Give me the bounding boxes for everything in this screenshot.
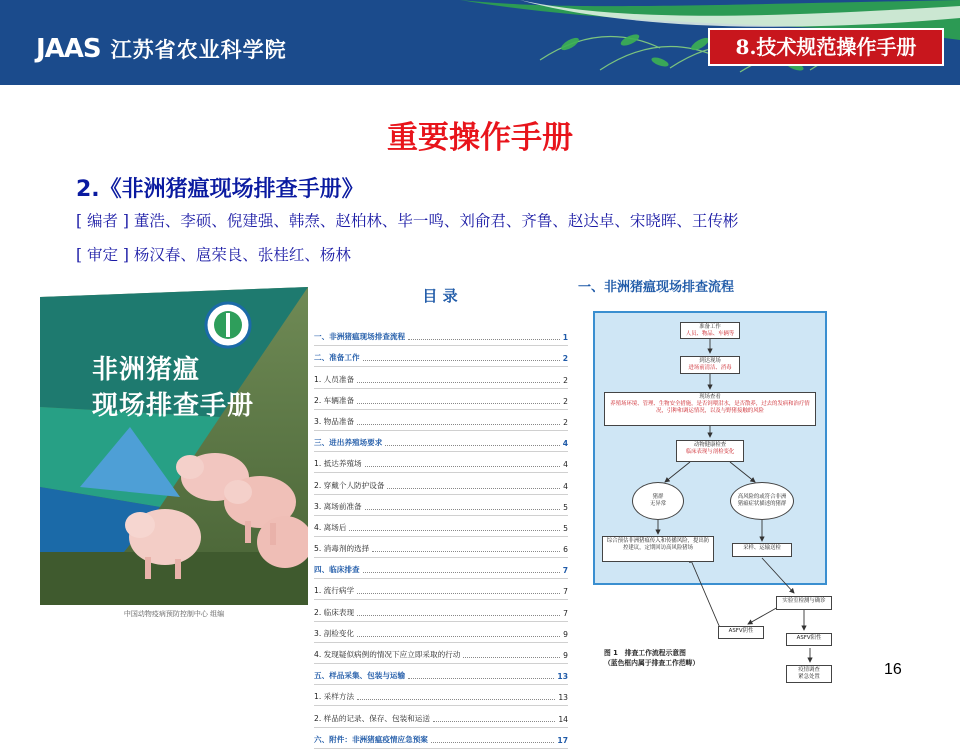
toc-entry-label: 2. 样品的记录、保存、包装和运送	[314, 713, 430, 723]
toc-entry-label: 二、准备工作	[314, 353, 360, 363]
step-preparation	[680, 322, 740, 339]
result-positive	[786, 633, 832, 646]
toc-leader-dots	[408, 339, 560, 340]
toc-row	[314, 579, 568, 600]
step-arrive-title: 到达现场	[699, 358, 721, 364]
toc-entry-page: 7	[562, 566, 568, 576]
toc-entry-page: 4	[562, 439, 568, 449]
toc-row	[314, 367, 568, 388]
toc-leader-dots	[372, 551, 560, 552]
step-inspection-title: 现场查看	[699, 394, 721, 400]
logo-mark: JAAS	[36, 34, 101, 64]
toc-leader-dots	[463, 657, 560, 658]
toc-row	[314, 431, 568, 452]
toc-entry-page: 14	[558, 714, 568, 724]
toc-leader-dots	[349, 530, 560, 531]
step-epidemic-survey-title: 疫情调查	[798, 667, 820, 673]
step-risk-advice-text: 综合预估非洲猪瘟传入和传播风险，提出防控建议，定期回访高风险猪场	[606, 538, 710, 551]
outcome-normal-detail: 无异常	[649, 501, 667, 507]
page-number: 16	[884, 661, 902, 678]
toc-leader-dots	[357, 636, 560, 637]
toc-row	[314, 664, 568, 685]
toc-row	[314, 389, 568, 410]
step-sampling-text: 采样、运输送检	[743, 545, 781, 551]
step-sampling	[732, 543, 792, 557]
toc-row	[314, 495, 568, 516]
toc-row	[314, 558, 568, 579]
toc-entry-page: 9	[563, 651, 568, 660]
outcome-high-risk-text: 高风险的或符合非洲猪瘟症状描述的猪群	[737, 494, 787, 507]
step-inspection-detail: 养殖场环境、管理、生物安全措施，是否饲喂泔水，是否散养，过去的发病和治疗情况，引种和调运情况，以及与野猪接触的风险	[610, 401, 810, 414]
outcome-normal	[632, 482, 684, 520]
toc-row	[314, 643, 568, 664]
toc-entry-label: 3. 物品准备	[314, 416, 355, 426]
toc-leader-dots	[357, 593, 560, 594]
toc-entry-page: 4	[563, 460, 568, 470]
toc-entry-label: 1. 人员准备	[314, 374, 355, 384]
table-of-contents	[310, 285, 570, 745]
toc-leader-dots	[357, 615, 560, 616]
step-epidemic-survey-detail: 紧急处置	[798, 674, 820, 680]
toc-row	[314, 728, 568, 749]
jaas-logo	[36, 34, 287, 64]
toc-leader-dots	[385, 445, 559, 446]
toc-entry-page: 13	[558, 693, 568, 703]
toc-entry-label: 4. 离场后	[314, 522, 347, 532]
step-arrive-detail: 进场前清洁、消毒	[688, 365, 732, 371]
toc-leader-dots	[357, 424, 560, 425]
cover-title-line-2: 现场排查手册	[92, 391, 255, 421]
step-preparation-detail: 人员、物品、车辆等	[685, 331, 735, 337]
toc-heading: 目 录	[422, 287, 458, 305]
toc-leader-dots	[363, 360, 560, 361]
result-negative-text: ASFV阴性	[728, 628, 754, 634]
slide-title: 重要操作手册	[387, 120, 573, 156]
toc-row	[314, 410, 568, 431]
toc-leader-dots	[357, 382, 560, 383]
step-epidemic-survey	[786, 665, 832, 683]
toc-entry-page: 4	[563, 481, 568, 491]
toc-entry-label: 2. 穿戴个人防护设备	[314, 480, 385, 490]
outcome-high-risk	[730, 482, 794, 520]
toc-entry-label: 5. 消毒剂的选择	[314, 544, 370, 554]
toc-row	[314, 600, 568, 621]
cover-title-line-1: 非洲猪瘟	[92, 355, 201, 385]
step-preparation-title: 准备工作	[699, 324, 721, 330]
institute-name: 江苏省农业科学院	[110, 38, 287, 62]
toc-leader-dots	[387, 488, 560, 489]
caption-line-2: （蓝色框内属于排查工作范畴）	[604, 659, 700, 667]
toc-entry-page: 2	[563, 396, 568, 406]
toc-row	[314, 706, 568, 727]
toc-entry-page: 2	[563, 375, 568, 385]
result-negative	[718, 626, 764, 639]
toc-entry-page: 1	[562, 333, 568, 343]
step-arrive	[680, 356, 740, 374]
step-health-check-detail: 临床表现与剖检变化	[685, 449, 735, 455]
flowchart-caption	[604, 648, 699, 668]
toc-leader-dots	[433, 721, 555, 722]
toc-leader-dots	[431, 742, 555, 743]
toc-entry-label: 2. 车辆准备	[314, 395, 355, 405]
toc-entry-page: 2	[563, 417, 568, 427]
toc-leader-dots	[365, 466, 561, 467]
toc-entry-page: 2	[562, 354, 568, 364]
book-title: 2.《非洲猪瘟现场排查手册》	[76, 177, 364, 202]
toc-entry-page: 5	[563, 523, 568, 533]
toc-list	[314, 325, 568, 749]
toc-entry-page: 5	[563, 502, 568, 512]
book-cover-image	[40, 287, 308, 671]
toc-leader-dots	[357, 699, 555, 700]
toc-entry-page: 17	[557, 735, 568, 745]
toc-leader-dots	[363, 572, 560, 573]
toc-entry-label: 1. 抵达养殖场	[314, 459, 362, 469]
toc-entry-page: 13	[557, 672, 568, 682]
reviewers-line: [ 审定 ] 杨汉春、扈荣良、张桂红、杨林	[76, 246, 351, 264]
toc-row	[314, 685, 568, 706]
toc-row	[314, 452, 568, 473]
toc-entry-label: 一、非洲猪瘟现场排查流程	[314, 332, 406, 342]
step-lab-test	[776, 596, 832, 610]
toc-row	[314, 622, 568, 643]
toc-entry-label: 4. 发现疑似病例的情况下应立即采取的行动	[314, 650, 461, 659]
toc-row	[314, 516, 568, 537]
toc-entry-page: 6	[563, 545, 568, 555]
section-badge: 8.技术规范操作手册	[708, 28, 944, 66]
toc-row	[314, 473, 568, 494]
step-lab-test-text: 实验室检测与确诊	[782, 598, 826, 604]
toc-entry-label: 2. 临床表现	[314, 607, 355, 617]
toc-row	[314, 537, 568, 558]
outcome-normal-title: 猪群	[652, 494, 664, 500]
step-health-check	[676, 440, 744, 462]
toc-leader-dots	[365, 509, 561, 510]
cover-publisher: 中国动物疫病预防控制中心 组编	[123, 610, 225, 618]
flowchart	[580, 296, 850, 696]
flowchart-title: 一、非洲猪瘟现场排查流程	[578, 280, 735, 295]
toc-entry-label: 3. 剖检变化	[314, 628, 355, 638]
toc-entry-label: 3. 离场前准备	[314, 501, 362, 511]
toc-entry-label: 三、进出养殖场要求	[314, 438, 383, 448]
step-health-check-title: 动物健康检查	[693, 442, 727, 448]
toc-row	[314, 346, 568, 367]
step-inspection	[604, 392, 816, 426]
toc-leader-dots	[357, 403, 560, 404]
toc-entry-label: 四、临床排查	[314, 565, 360, 575]
toc-entry-page: 7	[563, 608, 568, 618]
step-risk-advice	[602, 536, 714, 562]
toc-entry-label: 1. 采样方法	[314, 692, 355, 702]
toc-row	[314, 325, 568, 346]
toc-entry-label: 五、样品采集、包装与运输	[314, 671, 406, 681]
caption-line-1: 图 1 排查工作流程示意图	[604, 649, 686, 657]
toc-entry-page: 7	[563, 587, 568, 597]
toc-entry-page: 9	[563, 629, 568, 639]
result-positive-text: ASFV阳性	[796, 635, 822, 641]
toc-leader-dots	[408, 678, 554, 679]
toc-entry-label: 六、附件：非洲猪瘟疫情应急预案	[314, 734, 428, 744]
editors-line: [ 编者 ] 董浩、李硕、倪建强、韩焘、赵柏林、毕一鸣、刘俞君、齐鲁、赵达卓、宋晓晖、王传彬	[76, 212, 739, 230]
toc-entry-label: 1. 流行病学	[314, 586, 355, 596]
header-banner	[0, 0, 960, 85]
